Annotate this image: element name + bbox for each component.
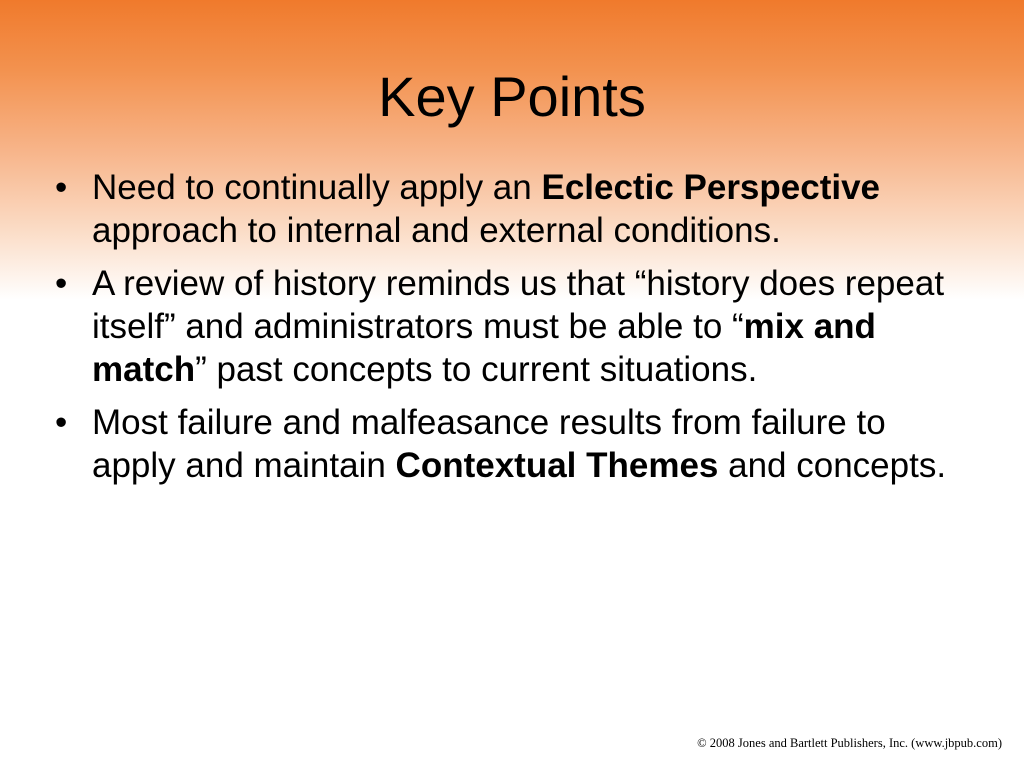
bullet-text: A review of history reminds us that “history does repeat itself” and administrators must be able to “ xyxy=(92,264,945,346)
bullet-emphasis: mix and match xyxy=(92,307,876,389)
bullet-item xyxy=(55,401,960,487)
bullet-text: Most failure and malfeasance results from failure to apply and maintain xyxy=(92,403,886,485)
bullet-marker: • xyxy=(55,264,68,303)
bullet-text: and concepts. xyxy=(718,446,947,485)
bullet-item xyxy=(55,262,960,391)
bullet-item xyxy=(55,166,960,252)
slide-title: Key Points xyxy=(378,65,646,128)
copyright-footer: © 2008 Jones and Bartlett Publishers, Inc. (www.jbpub.com) xyxy=(697,736,1002,750)
bullet-emphasis: Eclectic Perspective xyxy=(541,168,881,207)
bullet-text: Need to continually apply an xyxy=(92,168,542,207)
bullet-emphasis: Contextual Themes xyxy=(395,446,719,485)
bullet-list xyxy=(55,166,960,497)
bullet-marker: • xyxy=(55,168,68,207)
bullet-text: ” past concepts to current situations. xyxy=(195,350,758,389)
bullet-text: approach to internal and external conditions. xyxy=(92,211,781,250)
bullet-marker: • xyxy=(55,403,68,442)
